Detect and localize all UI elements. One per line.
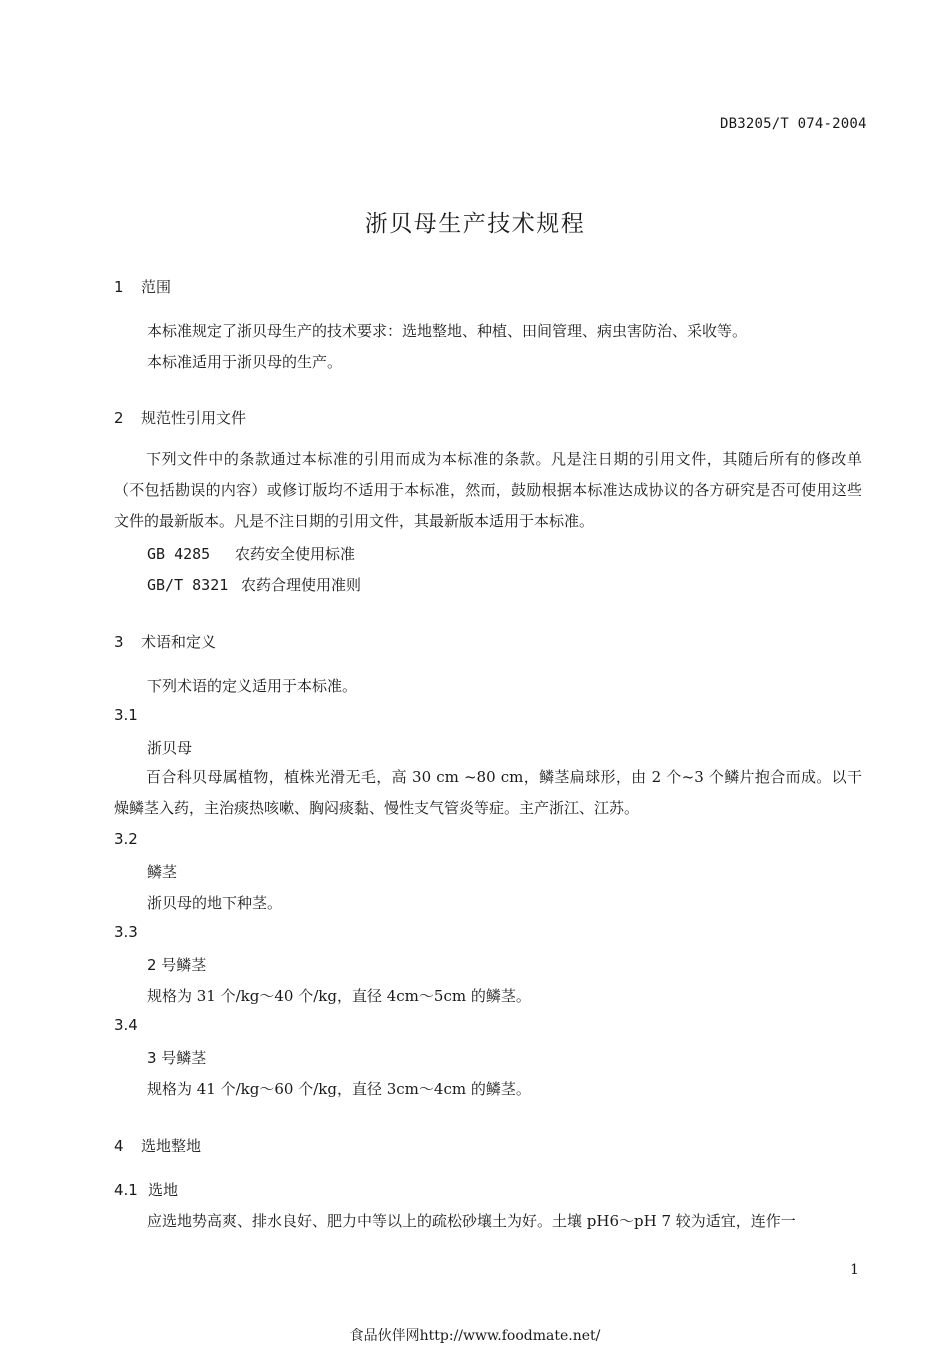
section-title: 范围 [141, 278, 172, 296]
document-id: DB3205/T 074-2004 [720, 116, 867, 132]
term-definition: 规格为 41 个/kg～60 个/kg，直径 3cm～4cm 的鳞茎。 [147, 1080, 531, 1098]
reference-name: 农药合理使用准则 [241, 576, 362, 594]
term-title: 2 号鳞茎 [147, 956, 207, 974]
section-heading-1 [114, 276, 171, 297]
section-heading-3 [114, 631, 216, 652]
section-title: 术语和定义 [141, 633, 217, 651]
paragraph: 下列术语的定义适用于本标准。 [147, 677, 358, 695]
section-heading-2 [114, 407, 246, 428]
page-title: 浙贝母生产技术规程 [364, 211, 586, 237]
subsection-title: 选地 [148, 1181, 179, 1199]
term-definition: 百合科贝母属植物，植株光滑无毛，高 30 cm ~80 cm，鳞茎扁球形，由 2 个~3 个鳞片抱合而成。以干燥鳞茎入药，主治痰热咳嗽、胸闷痰黏、慢性支气管炎等症。主产浙江、江苏。 [114, 768, 862, 817]
paragraph: 应选地势高爽、排水良好、肥力中等以上的疏松砂壤土为好。土壤 pH6～pH 7 较为适宜，连作一 [147, 1212, 796, 1230]
term-title: 鳞茎 [147, 863, 178, 881]
term-number: 3.2 [114, 830, 138, 848]
reference-code: GB 4285 [147, 545, 211, 563]
page-footer: 食品伙伴网http://www.foodmate.net/ [349, 1328, 601, 1344]
section-title: 选地整地 [141, 1137, 202, 1155]
term-title: 浙贝母 [147, 739, 193, 757]
reference-item [147, 543, 355, 564]
term-definition: 规格为 31 个/kg～40 个/kg，直径 4cm～5cm 的鳞茎。 [147, 987, 531, 1005]
page-number: 1 [850, 1262, 859, 1278]
subsection-heading-4-1 [114, 1179, 178, 1200]
paragraph: 本标准规定了浙贝母生产的技术要求：选地整地、种植、田间管理、病虫害防治、采收等。 [147, 322, 748, 340]
paragraph: 本标准适用于浙贝母的生产。 [147, 353, 343, 371]
reference-code: GB/T 8321 [147, 576, 229, 594]
term-title: 3 号鳞茎 [147, 1049, 207, 1067]
term-definition: 浙贝母的地下种茎。 [147, 894, 283, 912]
section-number: 3 [114, 633, 124, 651]
section-number: 1 [114, 278, 124, 296]
reference-item [147, 574, 361, 595]
paragraph: 下列文件中的条款通过本标准的引用而成为本标准的条款。凡是注日期的引用文件，其随后所有的修改单（不包括勘误的内容）或修订版均不适用于本标准，然而，鼓励根据本标准达成协议的各方研究是否可使用这些文件的最新版本。凡是不注日期的引用文件，其最新版本适用于本标准。 [114, 450, 862, 530]
section-number: 4 [114, 1137, 124, 1155]
term-number: 3.4 [114, 1016, 138, 1034]
reference-name: 农药安全使用标准 [235, 545, 356, 563]
term-number: 3.3 [114, 923, 138, 941]
subsection-number: 4.1 [114, 1181, 138, 1199]
section-number: 2 [114, 409, 124, 427]
section-title: 规范性引用文件 [141, 409, 247, 427]
term-number: 3.1 [114, 706, 138, 724]
section-heading-4 [114, 1135, 201, 1156]
